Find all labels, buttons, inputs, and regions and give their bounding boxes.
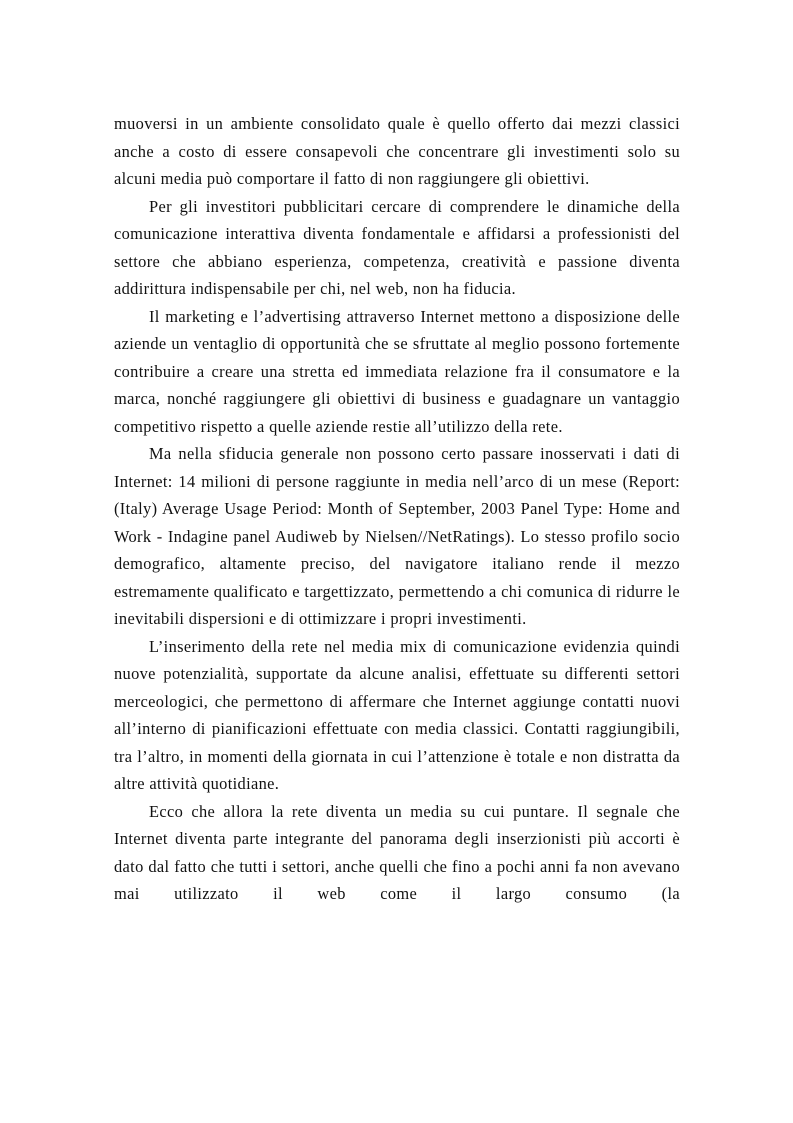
document-page xyxy=(114,110,680,908)
paragraph-sfiducia: Ma nella sfiducia generale non possono certo passare inosservati i dati di Internet: 14 milioni di persone raggiunte in media nell’arco di un mese (Report: (Italy) Average Usage Period: Month of September, 2003 Panel Type: Home and Work - Indagine panel Audiweb by Nielsen//NetRatings). Lo stesso profilo socio demografico, altamente preciso, del navigatore italiano rende il mezzo estremamente qualificato e targettizzato, permettendo a chi comunica di ridurre le inevitabili dispersioni e di ottimizzare i propri investimenti. xyxy=(114,444,680,628)
paragraph-marketing: Il marketing e l’advertising attraverso Internet mettono a disposizione delle aziende un ventaglio di opportunità che se sfruttate al meglio possono fortemente contribuire a creare una stretta ed immediata relazione fra il consumatore e la marca, nonché raggiungere gli obiettivi di business e guadagnare un vantaggio competitivo rispetto a quelle aziende restie all’utilizzo della rete. xyxy=(114,306,680,436)
paragraph-ecco: Ecco che allora la rete diventa un media su cui puntare. Il segnale che Internet diventa parte integrante del panorama degli inserzionisti più accorti è dato dal fatto che tutti i settori, anche quelli che fino a pochi anni fa non avevano mai utilizzato il web come il largo consumo (la xyxy=(114,801,680,903)
paragraph-inserimento: L’inserimento della rete nel media mix di comunicazione evidenzia quindi nuove potenzialità, supportate da alcune analisi, effettuate su differenti settori merceologici, che permettono di affermare che Internet aggiunge contatti nuovi all’interno di pianificazioni effettuate con media classici. Contatti raggiungibili, tra l’altro, in momenti della giornata in cui l’attenzione è totale e non distratta da altre attività quotidiane. xyxy=(114,636,680,793)
paragraph-investitori: Per gli investitori pubblicitari cercare di comprendere le dinamiche della comunicazione interattiva diventa fondamentale e affidarsi a professionisti del settore che abbiano esperienza, competenza, creatività e passione diventa addirittura indispensabile per chi, nel web, non ha fiducia. xyxy=(114,196,680,298)
paragraph-continuation: muoversi in un ambiente consolidato quale è quello offerto dai mezzi classici anche a costo di essere consapevoli che concentrare gli investimenti solo su alcuni media può comportare il fatto di non raggiungere gli obiettivi. xyxy=(114,114,680,188)
